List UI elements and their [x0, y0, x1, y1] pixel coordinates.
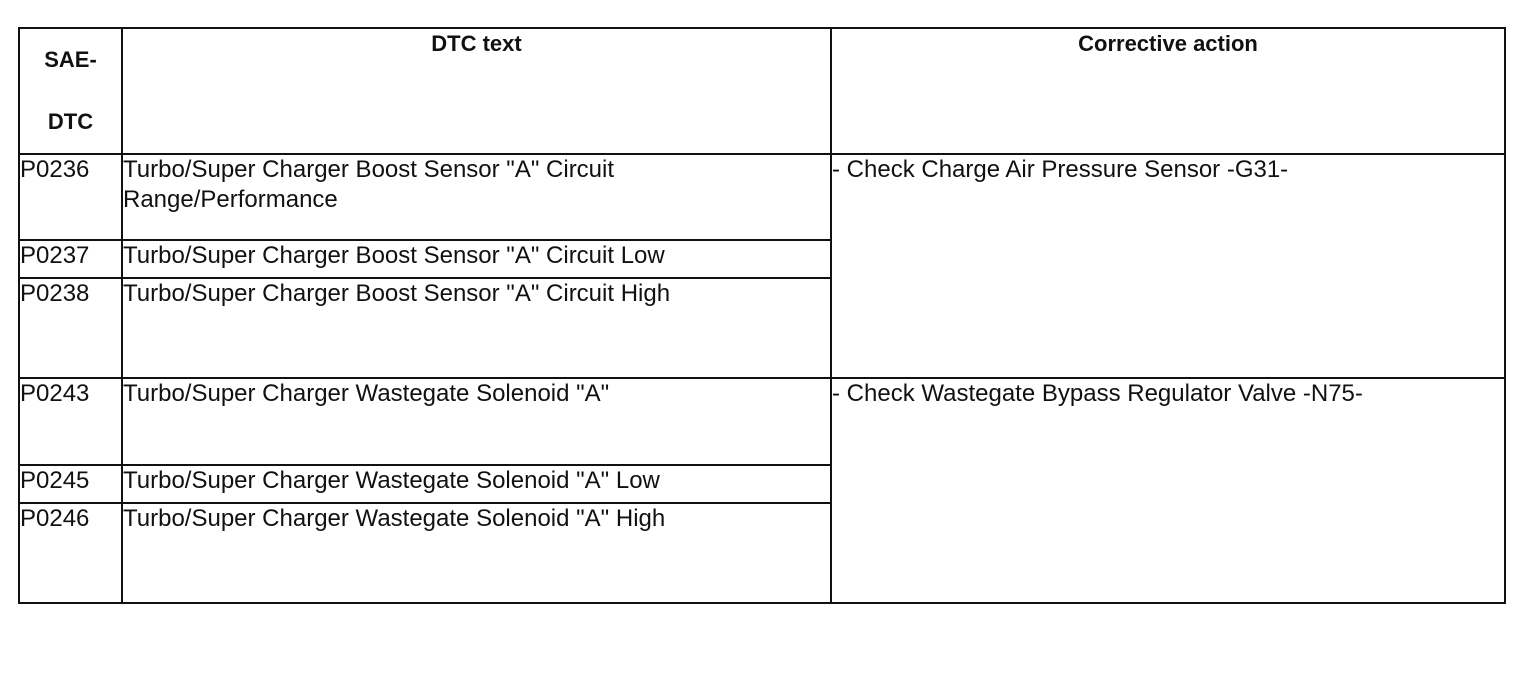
dtc-code: P0236: [19, 154, 122, 240]
header-sae-dtc-line1: SAE-: [44, 47, 97, 72]
dtc-description: Turbo/Super Charger Wastegate Solenoid "A" Low: [122, 465, 831, 503]
dtc-description: Turbo/Super Charger Boost Sensor "A" Circuit Range/Performance: [122, 154, 831, 240]
dtc-description: Turbo/Super Charger Boost Sensor "A" Circuit Low: [122, 240, 831, 278]
table-row: [19, 378, 1505, 465]
header-sae-dtc-line2: DTC: [47, 109, 94, 134]
dtc-code: P0238: [19, 278, 122, 378]
dtc-code: P0245: [19, 465, 122, 503]
header-dtc-text: DTC text: [122, 28, 831, 154]
dtc-code: P0237: [19, 240, 122, 278]
corrective-action: - Check Wastegate Bypass Regulator Valve -N75-: [831, 378, 1505, 603]
dtc-code: P0246: [19, 503, 122, 603]
corrective-action: - Check Charge Air Pressure Sensor -G31-: [831, 154, 1505, 378]
header-sae-dtc: [19, 28, 122, 154]
header-corrective-action: Corrective action: [831, 28, 1505, 154]
dtc-table: [18, 27, 1506, 604]
table-row: [19, 154, 1505, 240]
dtc-code: P0243: [19, 378, 122, 465]
dtc-description: Turbo/Super Charger Wastegate Solenoid "A" High: [122, 503, 831, 603]
dtc-description: Turbo/Super Charger Wastegate Solenoid "A": [122, 378, 831, 465]
table-header-row: [19, 28, 1505, 154]
dtc-description: Turbo/Super Charger Boost Sensor "A" Circuit High: [122, 278, 831, 378]
